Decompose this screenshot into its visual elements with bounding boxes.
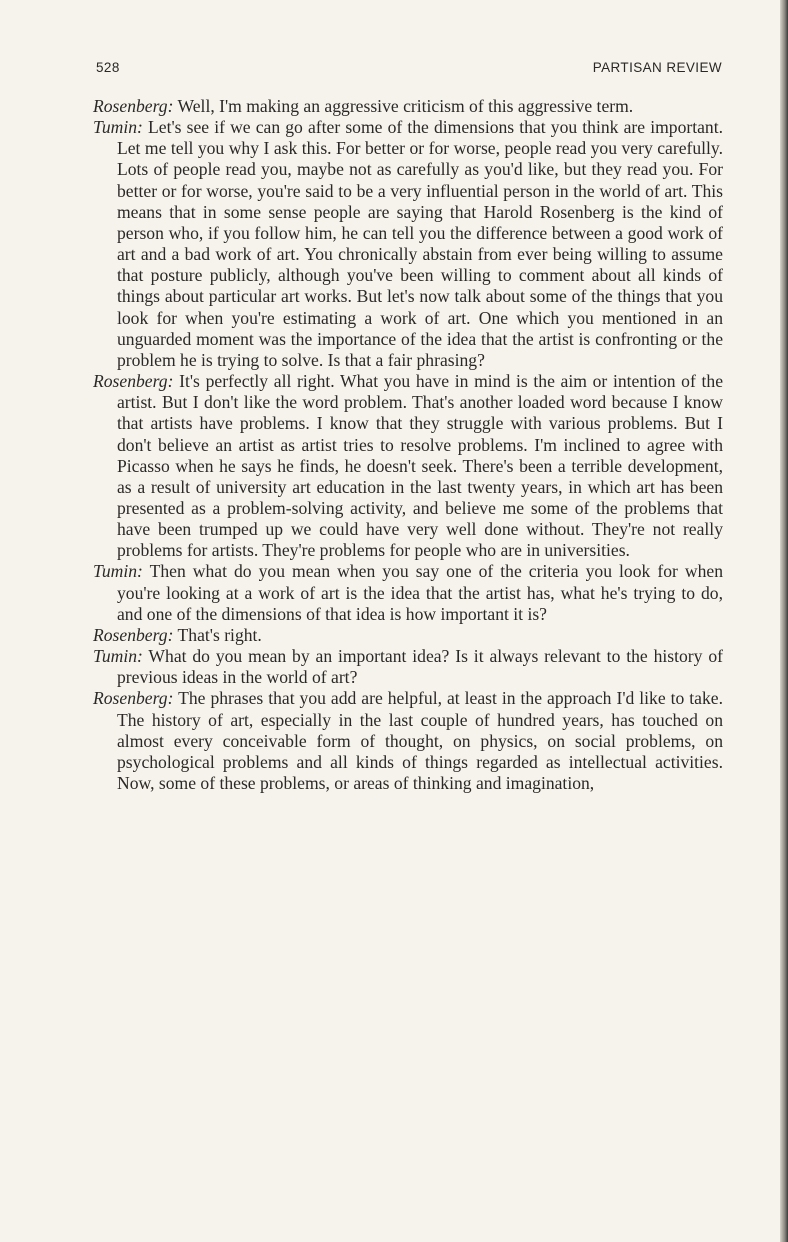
dialogue-entry xyxy=(93,561,723,624)
dialogue-entry xyxy=(93,646,723,688)
running-head xyxy=(96,60,722,80)
dialogue-entry xyxy=(93,117,723,371)
speaker-name: Tumin: xyxy=(93,117,143,138)
speaker-name: Tumin: xyxy=(93,561,143,582)
speaker-name: Rosenberg: xyxy=(93,96,174,116)
speech-text: That's right. xyxy=(177,624,262,645)
dialogue-entry xyxy=(93,625,723,646)
page-number: 528 xyxy=(96,60,120,75)
speech-text: The phrases that you add are helpful, at least in the approach I'd like to take. The history of art, especially in the last couple of hundred years, has touched on almost every conceivable form of thought, on physics, on social problems, on psychological problems and all kinds of things regarded as intellectual activities. Now, some of these problems, or areas of thinking and imagination, xyxy=(117,688,723,793)
speech-text: Well, I'm making an aggressive criticism of this aggressive term. xyxy=(177,96,634,116)
dialogue-entry xyxy=(93,371,723,561)
speech-text: It's perfectly all right. What you have in mind is the aim or intention of the artist. But I don't like the word problem. That's another loaded word because I know that artists have problems. I know that they struggle with various problems. But I don't believe an artist as artist tries to resolve problems. I'm inclined to agree with Picasso when he says he finds, he doesn't seek. There's been a terrible development, as a result of university art education in the last twenty years, in which art has been presented as a problem-solving activity, and believe me some of the problems that have been trumped up we could have very well done without. They're not really problems for artists. They're problems for people who are in universities. xyxy=(117,371,723,561)
speaker-name: Rosenberg: xyxy=(93,371,174,392)
speech-text: What do you mean by an important idea? Is it always relevant to the history of previous ideas in the world of art? xyxy=(117,646,723,688)
speaker-name: Rosenberg: xyxy=(93,688,174,709)
page-edge-shadow xyxy=(780,0,788,1242)
dialogue-entry xyxy=(93,688,723,794)
speaker-name: Rosenberg: xyxy=(93,624,174,645)
dialogue-entry xyxy=(93,96,723,117)
speech-text: Let's see if we can go after some of the dimensions that you think are important. Let me tell you why I ask this. For better or for worse, people read you very carefully. Lots of people read you, maybe not as carefully as you'd like, but they read you. For better or for worse, you're said to be a very influential person in the world of art. This means that in some sense people are saying that Harold Rosenberg is the kind of person who, if you follow him, he can tell you the difference between a good work of art and a bad work of art. You chronically abstain from ever being willing to assume that posture publicly, although you've been willing to comment about all kinds of things about particular art works. But let's now talk about some of the things that you look for when you're estimating a work of art. One which you mentioned in an unguarded moment was the importance of the idea that the artist is confronting or the problem he is trying to solve. Is that a fair phrasing? xyxy=(117,117,723,370)
speaker-name: Tumin: xyxy=(93,646,143,667)
interview-text xyxy=(93,96,723,794)
journal-title: PARTISAN REVIEW xyxy=(592,60,722,75)
speech-text: Then what do you mean when you say one of the criteria you look for when you're looking at a work of art is the idea that the artist has, what he's trying to do, and one of the dimensions of that idea is how important it is? xyxy=(117,561,723,624)
